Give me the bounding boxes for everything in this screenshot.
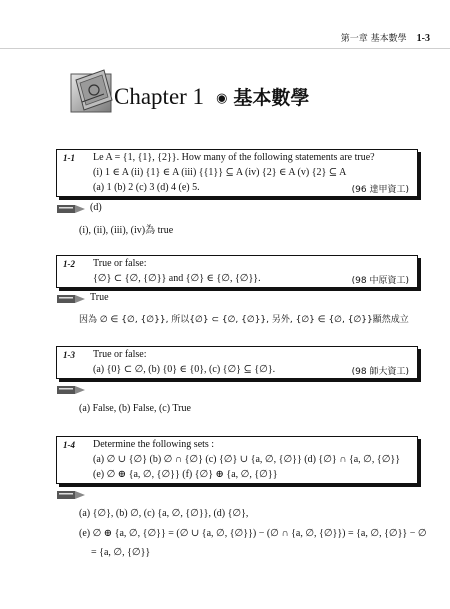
answer-icon [56, 203, 86, 215]
problem-text-line: (a) {0} ⊂ ∅, (b) {0} ∈ {0}, (c) {∅} ⊆ {∅}. [93, 364, 276, 375]
problem-box-4 [56, 436, 418, 484]
problem-source: (98 中原資工) [351, 276, 409, 286]
problem-text-line: (i) 1 ∈ A (ii) {1} ∈ A (iii) {{1}} ⊆ A (iv) {2} ∈ A (v) {2} ⊆ A [93, 167, 347, 178]
answer-line: = {a, ∅, {∅}} [91, 547, 151, 558]
chapter-heading [114, 83, 309, 110]
answer-line: (a) {∅}, (b) ∅, (c) {a, ∅, {∅}}, (d) {∅}, [79, 508, 249, 519]
chapter-book-icon [68, 66, 116, 116]
problem-text-line: True or false: [93, 258, 147, 269]
answer-icon [56, 489, 86, 501]
problem-box-3 [56, 346, 418, 379]
problem-text-line: {∅} ⊂ {∅, {∅}} and {∅} ∈ {∅, {∅}}. [93, 273, 261, 284]
problem-box-2 [56, 255, 418, 288]
problem-number: 1-1 [63, 153, 75, 163]
page-number: 1-3 [416, 33, 430, 44]
problem-number: 1-4 [63, 440, 75, 450]
header-chapter-label: 第一章 基本數學 [340, 34, 407, 44]
running-header [341, 31, 430, 44]
problem-text-line: (a) ∅ ∪ {∅} (b) ∅ ∩ {∅} (c) {∅} ∪ {a, ∅, {∅}} (d) {∅} ∩ {a, ∅, {∅}} [93, 454, 401, 465]
problem-box-1 [56, 149, 418, 197]
header-divider [0, 48, 450, 49]
chapter-title: Chapter 1 [114, 84, 205, 109]
answer-line: 因為 ∅ ∈ {∅, {∅}}, 所以{∅} ⊂ {∅, {∅}}, 另外, {∅} ∈ {∅, {∅}}顯然成立 [79, 315, 409, 325]
answer-line: (d) [90, 202, 102, 213]
answer-line: (a) False, (b) False, (c) True [79, 403, 191, 414]
chapter-bullet: ◉ [216, 90, 228, 105]
problem-text-line: (e) ∅ ⊕ {a, ∅, {∅}} (f) {∅} ⊕ {a, ∅, {∅}} [93, 469, 278, 480]
problem-source: (98 師大資工) [351, 367, 409, 377]
answer-line: (i), (ii), (iii), (iv)為 true [79, 225, 174, 236]
problem-number: 1-2 [63, 259, 75, 269]
answer-icon [56, 293, 86, 305]
answer-icon [56, 384, 86, 396]
problem-text-line: True or false: [93, 349, 147, 360]
answer-line: True [90, 292, 109, 303]
problem-text-line: (a) 1 (b) 2 (c) 3 (d) 4 (e) 5. [93, 182, 200, 193]
problem-source: (96 達甲資工) [351, 185, 409, 195]
chapter-subtitle: 基本數學 [233, 87, 310, 109]
problem-text-line: Determine the following sets : [93, 439, 215, 450]
problem-text-line: Le A = {1, {1}, {2}}. How many of the following statements are true? [93, 152, 375, 163]
answer-line: (e) ∅ ⊕ {a, ∅, {∅}} = (∅ ∪ {a, ∅, {∅}}) − (∅ ∩ {a, ∅, {∅}}) = {a, ∅, {∅}} − ∅ [79, 528, 427, 539]
problem-number: 1-3 [63, 350, 75, 360]
